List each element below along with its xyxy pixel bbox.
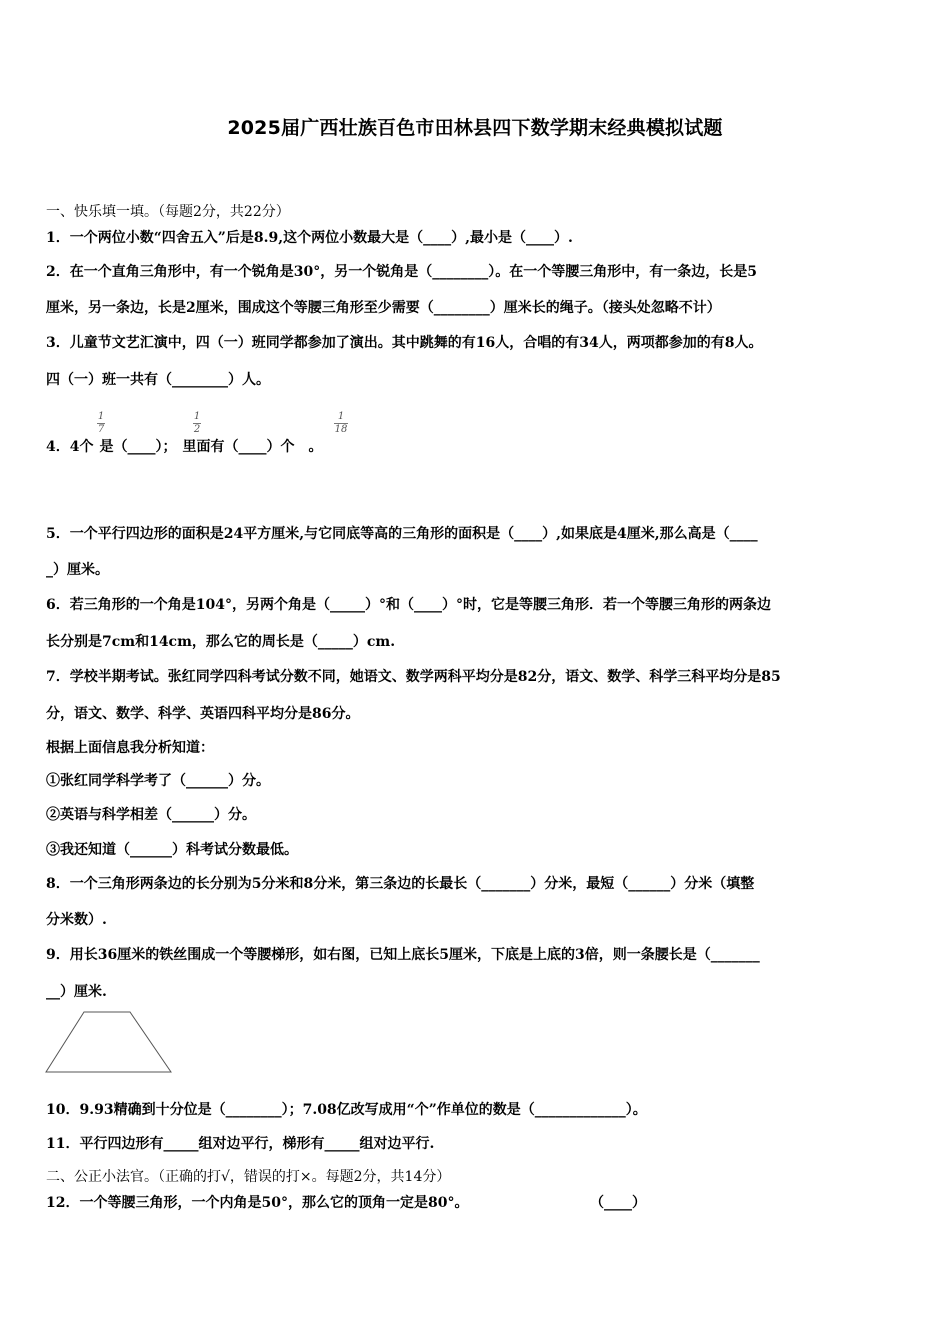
question-7-sub-3: ③我还知道（______）科考试分数最低。 (46, 842, 298, 858)
question-12-answer-blank: （____） (590, 1195, 646, 1211)
question-8-line-1: 8．一个三角形两条边的长分别为5分米和8分米，第三条边的长最长（_______）分米，最短（______）分米（填整 (46, 876, 755, 892)
question-7-line-2: 分，语文、数学、科学、英语四科平均分是86分。 (46, 706, 360, 722)
question-6-line-1: 6．若三角形的一个角是104°，另两个角是（_____）°和（____）°时，它是等腰三角形．若一个等腰三角形的两条边 (46, 597, 771, 613)
question-4-part-2: 是（____）； (99, 439, 177, 455)
question-4 (46, 437, 322, 457)
question-4-part-3: 里面有（____）个 (182, 439, 295, 455)
trapezoid-shape (46, 1012, 171, 1072)
trapezoid-figure (44, 1010, 174, 1076)
question-3-line-2: 四（一）班一共有（________）人。 (46, 372, 270, 388)
fraction-one-seventh (97, 412, 105, 435)
fraction-2-numerator: 1 (193, 411, 201, 422)
question-2-line-2: 厘米，另一条边，长是2厘米，围成这个等腰三角形至少需要（________）厘米长的绳子。（接头处忽略不计） (46, 300, 721, 316)
question-3-line-1: 3．儿童节文艺汇演中，四（一）班同学都参加了演出。其中跳舞的有16人，合唱的有34人，两项都参加的有8人。 (46, 335, 763, 351)
question-9-line-2: __）厘米. (46, 984, 107, 1000)
question-11: 11．平行四边形有_____组对边平行，梯形有_____组对边平行. (46, 1136, 435, 1152)
fraction-2-denominator: 2 (193, 424, 201, 435)
fraction-1-denominator: 7 (97, 424, 105, 435)
fraction-one-eighteenth (334, 412, 348, 435)
question-2-line-1: 2．在一个直角三角形中，有一个锐角是30°，另一个锐角是（________）。在一个等腰三角形中，有一条边，长是5 (46, 264, 757, 280)
fraction-1-numerator: 1 (97, 411, 105, 422)
section-heading-2: 二、公正小法官。（正确的打√，错误的打×。每题2分，共14分） (46, 1169, 451, 1185)
question-7-prompt: 根据上面信息我分析知道： (46, 740, 214, 756)
fraction-3-denominator: 18 (334, 424, 348, 435)
question-1: 1．一个两位小数“四舍五入”后是8.9,这个两位小数最大是（____）,最小是（____）. (46, 230, 573, 246)
question-9-line-1: 9．用长36厘米的铁丝围成一个等腰梯形，如右图，已知上底长5厘米，下底是上底的3倍，则一条腰长是（_______ (46, 947, 760, 963)
question-7-sub-2: ②英语与科学相差（______）分。 (46, 807, 256, 823)
question-5-line-1: 5．一个平行四边形的面积是24平方厘米,与它同底等高的三角形的面积是（____）,如果底是4厘米,那么高是（____ (46, 526, 758, 542)
question-12: 12．一个等腰三角形，一个内角是50°，那么它的顶角一定是80°。 (46, 1195, 469, 1211)
question-6-line-2: 长分别是7cm和14cm，那么它的周长是（_____）cm. (46, 634, 396, 650)
question-10: 10．9.93精确到十分位是（________）；7.08亿改写成用“个”作单位的数是（_____________）。 (46, 1102, 647, 1118)
page-title: 2025届广西壮族百色市田林县四下数学期末经典模拟试题 (227, 117, 723, 139)
question-5-line-2: _）厘米。 (46, 562, 109, 578)
fraction-one-half (193, 412, 201, 435)
question-7-line-1: 7．学校半期考试。张红同学四科考试分数不同，她语文、数学两科平均分是82分，语文、数学、科学三科平均分是85 (46, 669, 781, 685)
question-8-line-2: 分米数）. (46, 912, 107, 928)
fraction-3-numerator: 1 (337, 411, 345, 422)
question-4-part-4: 。 (308, 439, 323, 455)
question-7-sub-1: ①张红同学科学考了（______）分。 (46, 773, 270, 789)
question-4-part-1: 4．4个 (46, 439, 94, 455)
section-heading-1: 一、快乐填一填。（每题2分，共22分） (46, 204, 290, 220)
